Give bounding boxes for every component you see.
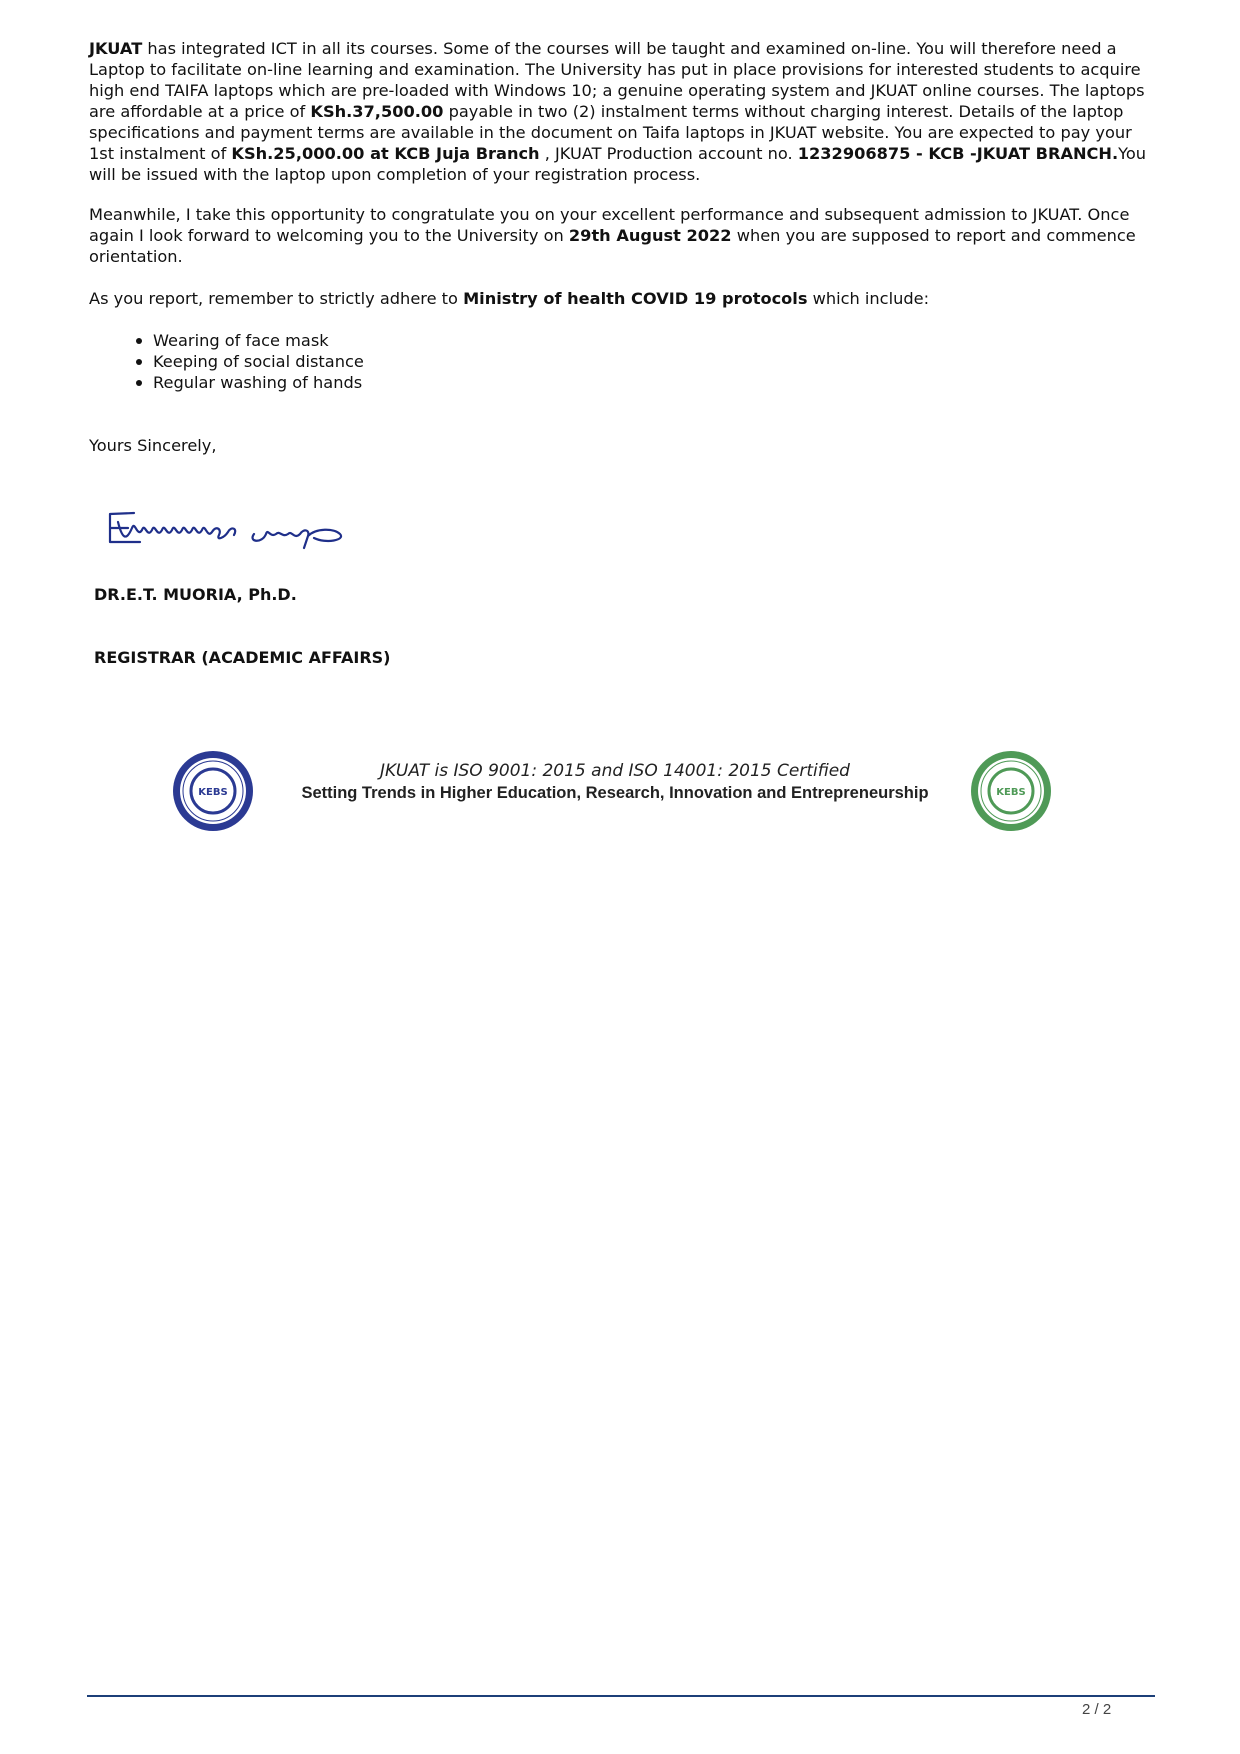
covid-protocols-bold: Ministry of health COVID 19 protocols	[463, 289, 808, 308]
list-item: Wearing of face mask	[133, 330, 364, 351]
kebs-seal-right	[969, 749, 1053, 833]
signer-title: REGISTRAR (ACADEMIC AFFAIRS)	[94, 648, 391, 667]
covid-paragraph	[89, 288, 1159, 309]
footer-divider	[87, 1695, 1155, 1697]
p2-text-b: when you are supposed to report and commence orientation.	[89, 226, 1136, 266]
list-item: Regular washing of hands	[133, 372, 364, 393]
instalment-amount: KSh.25,000.00 at KCB Juja Branch	[231, 144, 540, 163]
congratulations-paragraph	[89, 204, 1159, 267]
reporting-date: 29th August 2022	[568, 226, 732, 245]
page-number: 2 / 2	[1082, 1701, 1112, 1718]
certification-line: JKUAT is ISO 9001: 2015 and ISO 14001: 2015 Certified	[380, 761, 850, 781]
p3-text-a: As you report, remember to strictly adhere to	[89, 289, 464, 308]
p1-text-d: You will be issued with the laptop upon completion of your registration process.	[89, 144, 1147, 184]
seal-label: KEBS	[996, 787, 1026, 798]
closing-salutation: Yours Sincerely,	[89, 436, 217, 455]
p1-text-b: payable in two (2) instalment terms without charging interest. Details of the laptop specifications and payment terms are available in the document on Taifa laptops in JKUAT website. You are expected to pay your 1st instalment of	[89, 102, 1132, 163]
laptop-paragraph	[89, 38, 1159, 185]
p1-text-c: , JKUAT Production account no.	[539, 144, 798, 163]
kebs-seal-left	[171, 749, 255, 833]
jkuat-bold: JKUAT	[89, 39, 143, 58]
p2-text-a: Meanwhile, I take this opportunity to congratulate you on your excellent performance and subsequent admission to JKUAT. Once again I look forward to welcoming you to the University on	[89, 205, 1130, 245]
protocol-list	[133, 330, 364, 393]
account-number: 1232906875 - KCB -JKUAT BRANCH.	[797, 144, 1119, 163]
seal-label: KEBS	[198, 787, 228, 798]
laptop-price: KSh.37,500.00	[310, 102, 444, 121]
signer-name: DR.E.T. MUORIA, Ph.D.	[94, 585, 297, 604]
list-item: Keeping of social distance	[133, 351, 364, 372]
p3-text-b: which include:	[807, 289, 930, 308]
signature-image	[104, 508, 404, 568]
p1-text-a: has integrated ICT in all its courses. Some of the courses will be taught and examined on-line. You will therefore need a Laptop to facilitate on-line learning and examination. The University has put in place provisions for interested students to acquire high end TAIFA laptops which are pre-loaded with Windows 10; a genuine operating system and JKUAT online courses. The laptops are affordable at a price of	[89, 39, 1145, 121]
motto-line: Setting Trends in Higher Education, Research, Innovation and Entrepreneurship	[301, 784, 929, 802]
